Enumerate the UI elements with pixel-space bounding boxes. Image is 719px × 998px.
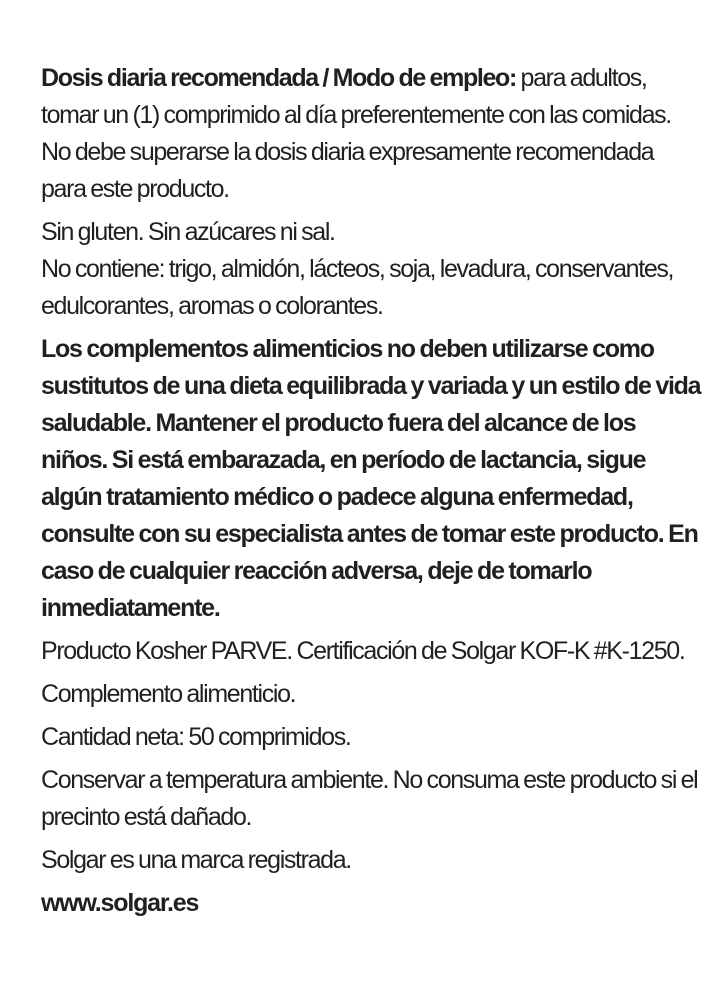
storage-instructions: Conservar a temperatura ambiente. No consuma este producto si el precinto está dañado. [41, 766, 698, 831]
kosher-certification: Producto Kosher PARVE. Certificación de Solgar KOF-K #K-1250. [41, 637, 685, 665]
free-from-line-1: Sin gluten. Sin azúcares ni sal. [41, 218, 335, 246]
trademark-notice: Solgar es una marca registrada. [41, 846, 351, 874]
free-from-line-2: No contiene: trigo, almidón, lácteos, soja, levadura, conservantes, edulcorantes, aromas o colorantes. [41, 255, 674, 320]
dosage-heading: Dosis diaria recomendada / Modo de empleo: [41, 64, 516, 92]
net-quantity: Cantidad neta: 50 comprimidos. [41, 723, 351, 751]
dosage-paragraph [41, 60, 701, 208]
warning-paragraph: Los complementos alimenticios no deben utilizarse como sustitutos de una dieta equilibrada y variada y un estilo de vida saludable. Mantener el producto fuera del alcance de los niños. Si está embarazada, en período de lactancia, sigue algún tratamiento médico o padece alguna enfermedad, consulte con su especialista antes de tomar este producto. En caso de cualquier reacción adversa, deje de tomarlo inmediatamente. [41, 335, 701, 622]
product-label-text [41, 60, 701, 922]
supplement-statement: Complemento alimenticio. [41, 680, 296, 708]
website-link[interactable]: www.solgar.es [41, 889, 199, 917]
dosage-text: para adultos, tomar un (1) comprimido al día preferentemente con las comidas. No debe superarse la dosis diaria expresamente recomendada para este producto. [41, 64, 671, 203]
